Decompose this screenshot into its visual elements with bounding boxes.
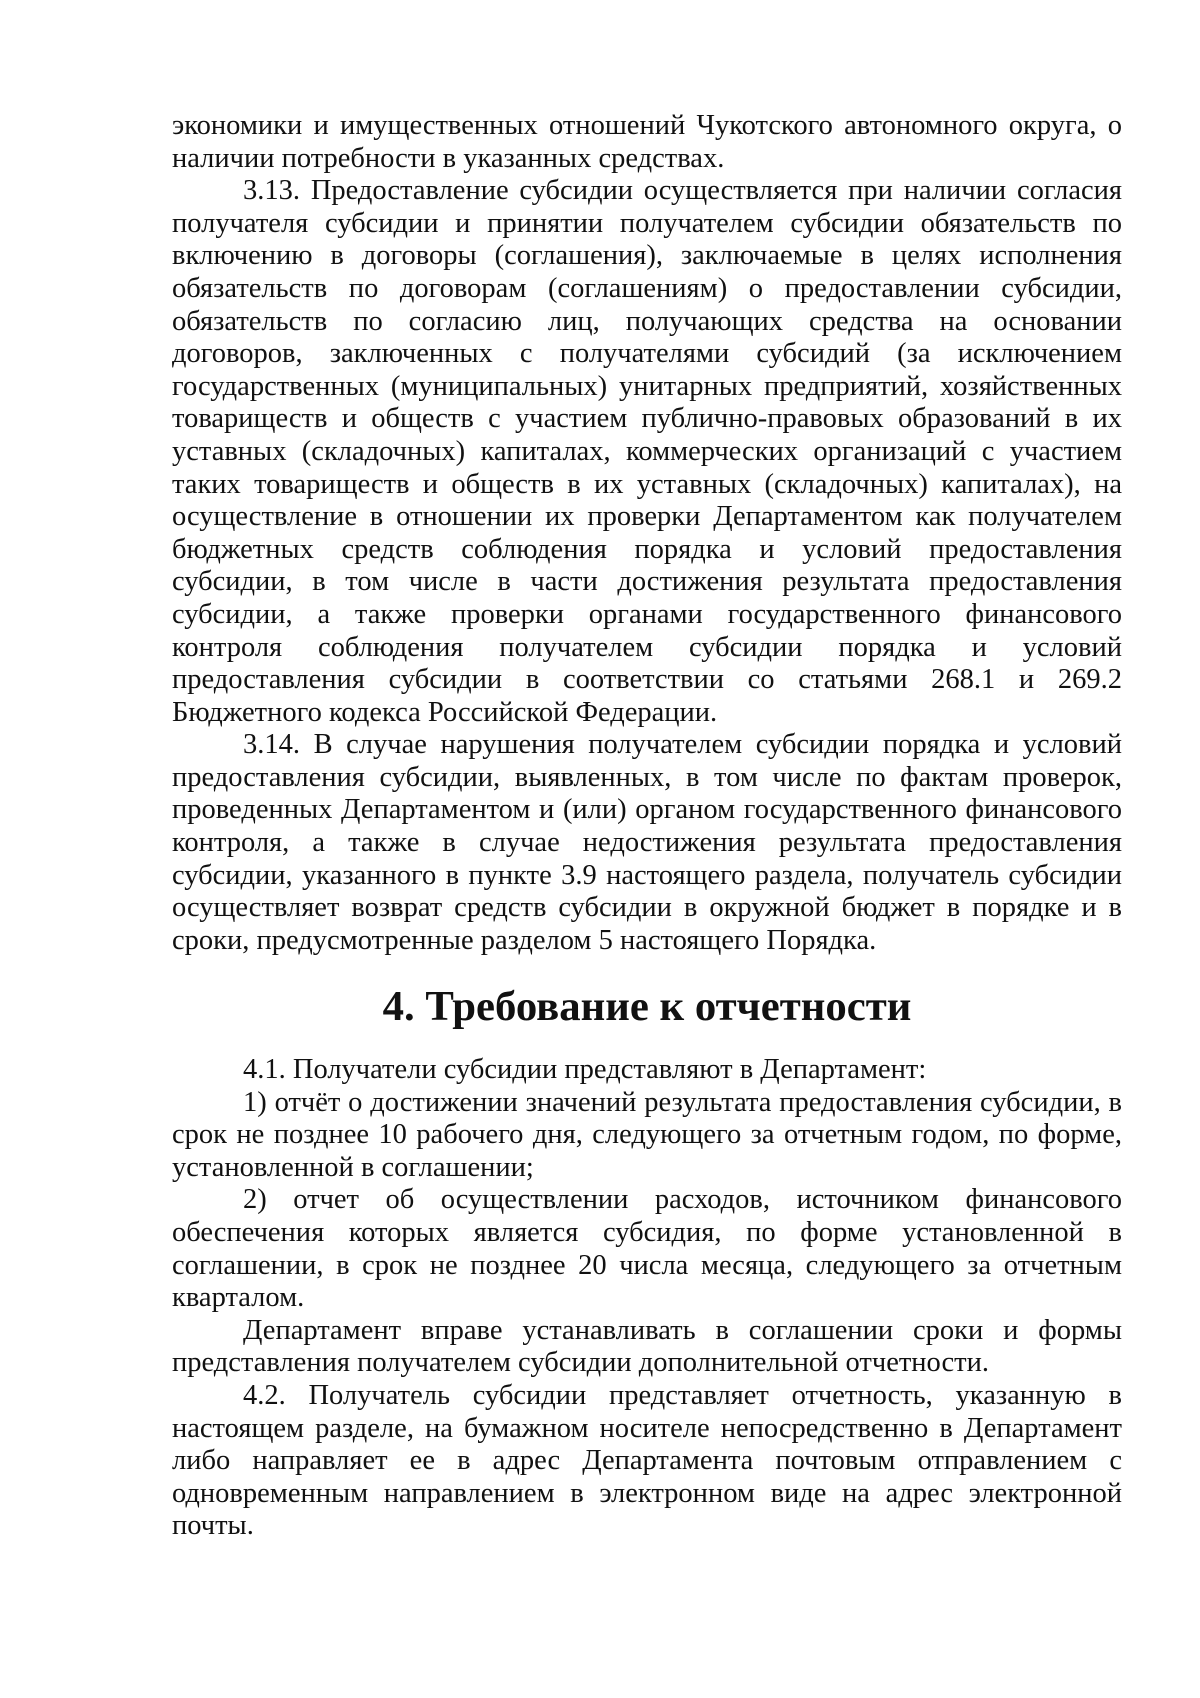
paragraph-3-13: 3.13. Предоставление субсидии осуществляется при наличии согласия получателя субсидии и принятии получателем субсидии обязательств по включению в договоры (соглашения), заключаемые в целях исполнения обязательств по договорам (соглашениям) о предоставлении субсидии, обязательств по согласию лиц, получающих средства на основании договоров, заключенных с получателями субсидий (за исключением государственных (муниципальных) унитарных предприятий, хозяйственных товариществ и обществ с участием публично-правовых образований в их уставных (складочных) капиталах, коммерческих организаций с участием таких товариществ и обществ в их уставных (складочных) капиталах), на осуществление в отношении их проверки Департаментом как получателем бюджетных средств соблюдения порядка и условий предоставления субсидии, в том числе в части достижения результата предоставления субсидии, а также проверки органами государственного финансового контроля соблюдения получателем субсидии порядка и условий предоставления субсидии в соответствии со статьями 268.1 и 269.2 Бюджетного кодекса Российской Федерации. bbox=[172, 175, 1122, 728]
paragraph-additional-reporting: Департамент вправе устанавливать в соглашении сроки и формы представления получателем субсидии дополнительной отчетности. bbox=[172, 1314, 1122, 1379]
paragraph-4-1: 4.1. Получатели субсидии представляют в Департамент: bbox=[243, 1054, 927, 1086]
document-page bbox=[172, 110, 1122, 1543]
paragraph-3-14: 3.14. В случае нарушения получателем субсидии порядка и условий предоставления субсидии, выявленных, в том числе по фактам проверок, проведенных Департаментом и (или) органом государственного финансового контроля, а также в случае недостижения результата предоставления субсидии, указанного в пункте 3.9 настоящего раздела, получатель субсидии осуществляет возврат средств субсидии в окружной бюджет в порядке и в сроки, предусмотренные разделом 5 настоящего Порядка. bbox=[172, 729, 1122, 956]
list-item-2: 2) отчет об осуществлении расходов, источником финансового обеспечения которых является субсидия, по форме установленной в соглашении, в срок не позднее 20 числа месяца, следующего за отчетным кварталом. bbox=[172, 1184, 1122, 1314]
paragraph-continuation: экономики и имущественных отношений Чукотского автономного округа, о наличии потребности в указанных средствах. bbox=[172, 110, 1122, 174]
paragraph-4-2: 4.2. Получатель субсидии представляет отчетность, указанную в настоящем разделе, на бумажном носителе непосредственно в Департамент либо направляет ее в адрес Департамента почтовым отправлением с одновременным направлением в электронном виде на адрес электронной почты. bbox=[172, 1379, 1122, 1542]
list-item-1: 1) отчёт о достижении значений результата предоставления субсидии, в срок не позднее 10 рабочего дня, следующего за отчетным годом, по форме, установленной в соглашении; bbox=[172, 1086, 1122, 1183]
section-heading: 4. Требование к отчетности bbox=[382, 983, 912, 1031]
